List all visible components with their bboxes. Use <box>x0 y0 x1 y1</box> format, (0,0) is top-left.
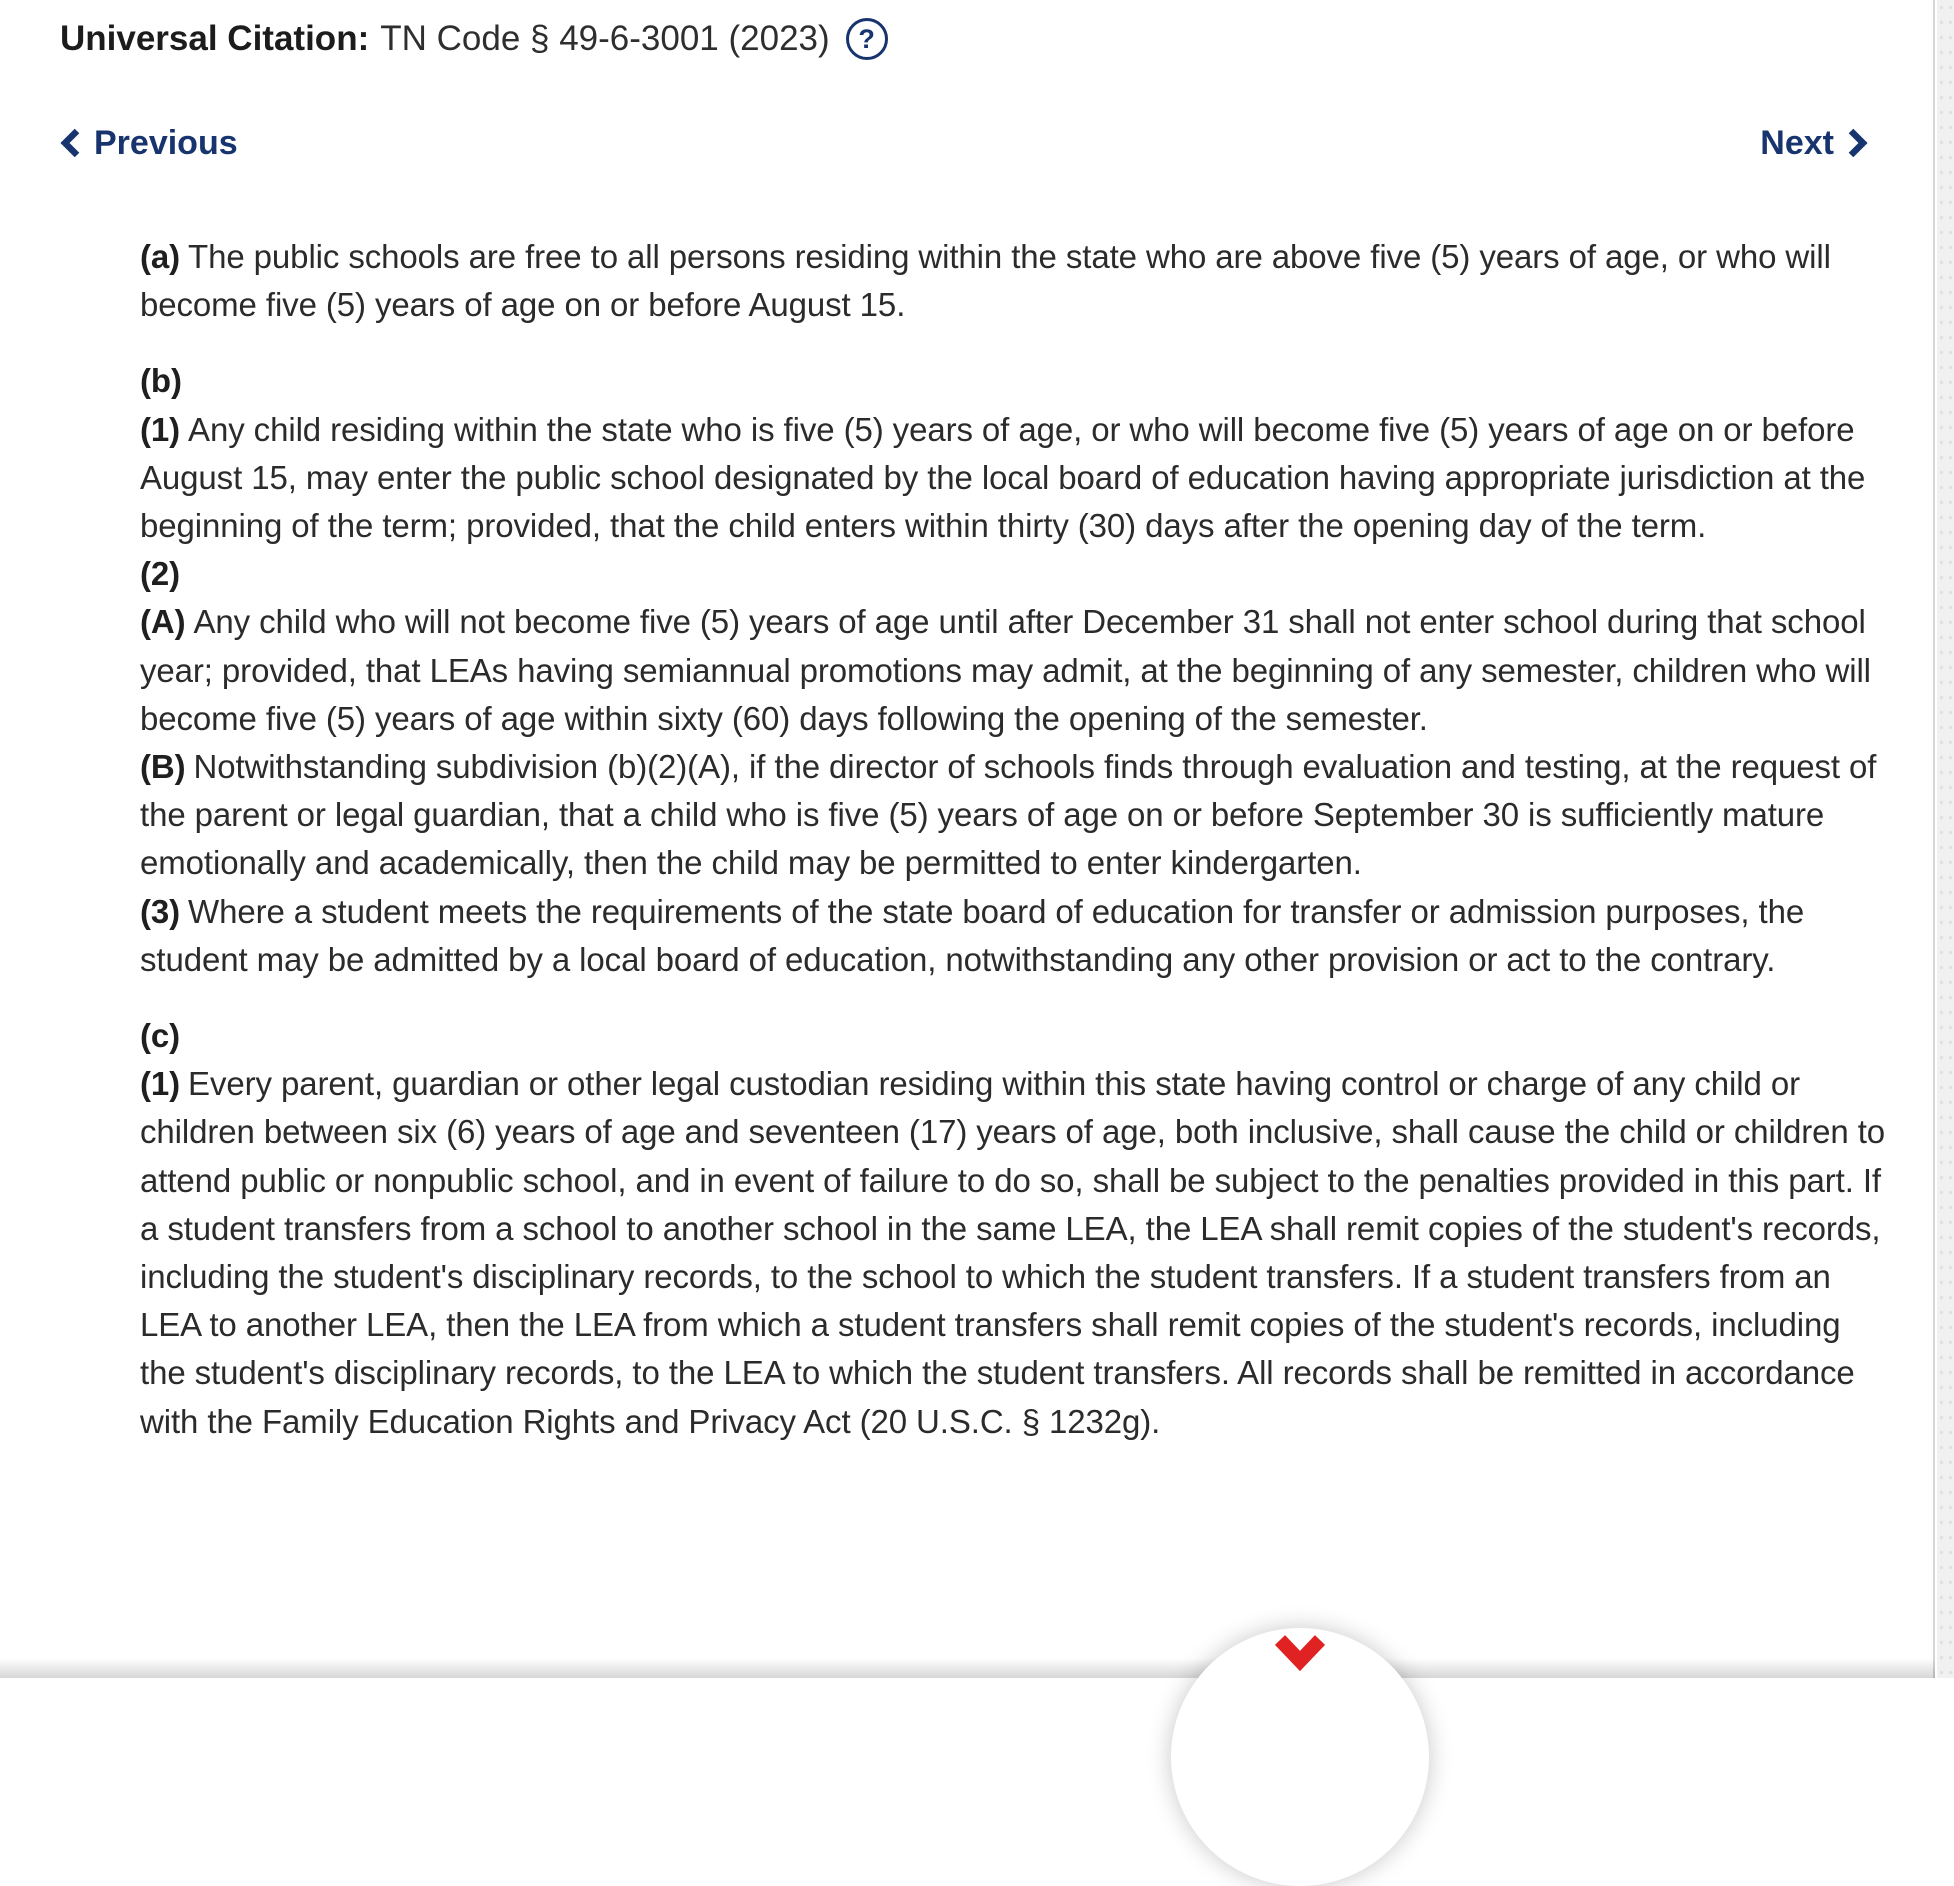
pagination-nav <box>0 123 1933 163</box>
citation-value: TN Code § 49-6-3001 (2023) <box>380 19 830 58</box>
statute-paragraph-b2B <box>140 743 1888 888</box>
paragraph-text: Any child who will not become five (5) years of age until after December 31 shall not enter school during that school year; provided, that LEAs having semiannual promotions may admit, at the beginning of any semester, children who will become five (5) years of age within sixty (60) days following the opening of the semester. <box>140 603 1871 737</box>
statute-paragraph-c1 <box>140 1060 1888 1446</box>
next-link[interactable] <box>1760 123 1868 163</box>
paragraph-text: Notwithstanding subdivision (b)(2)(A), if the director of schools finds through evaluation and testing, at the request of the parent or legal guardian, that a child who is five (5) years of age on or before September 30 is sufficiently mature emotionally and academically, then the child may be permitted to enter kindergarten. <box>140 748 1877 882</box>
chevron-down-icon <box>1271 1629 1329 1678</box>
page-edge-background <box>1937 0 1954 1678</box>
help-icon[interactable] <box>846 18 888 60</box>
statute-paragraph-a <box>140 233 1888 329</box>
paragraph-text: Every parent, guardian or other legal custodian residing within this state having control or charge of any child or children between six (6) years of age and seventeen (17) years of age, both inclusive, shall cause the child or children to attend public or nonpublic school, and in event of failure to do so, shall be subject to the penalties provided in this part. If a student transfers from a school to another school in the same LEA, the LEA shall remit copies of the student's records, including the student's disciplinary records, to the school to which the student transfers. If a student transfers from an LEA to another LEA, then the LEA from which a student transfers shall remit copies of the student's records, including the student's disciplinary records, to the LEA to which the student transfers. All records shall be remitted in accordance with the Family Education Rights and Privacy Act (20 U.S.C. § 1232g). <box>140 1065 1886 1440</box>
paragraph-text: Where a student meets the requirements of the state board of education for transfer or admission purposes, the student may be admitted by a local board of education, notwithstanding any other provision or act to the contrary. <box>140 892 1805 978</box>
paragraph-label: (B) <box>140 748 186 786</box>
paragraph-label: (a) <box>140 238 181 275</box>
statute-paragraph-b1 <box>140 406 1888 551</box>
paragraph-label: (1) <box>140 410 181 448</box>
statute-paragraph-b <box>140 357 1888 405</box>
statute-paragraph-b3 <box>140 888 1888 984</box>
paragraph-text: Any child residing within the state who is five (5) years of age, or who will become five (5) years of age on or before August 15, may enter the public school designated by the local board of education having appropriate jurisdiction at the beginning of the term; provided, that the child enters within thirty (30) days after the opening day of the term. <box>140 410 1866 545</box>
statute-paragraph-b2 <box>140 550 1888 598</box>
paragraph-label: (2) <box>140 555 181 593</box>
previous-link-label: Previous <box>94 124 238 162</box>
statute-paragraph-b2A <box>140 598 1888 743</box>
universal-citation <box>0 0 1933 63</box>
chevron-left-icon <box>60 127 81 159</box>
bottom-shadow <box>0 1658 1935 1678</box>
scroll-down-button[interactable] <box>1171 1628 1429 1886</box>
statute-paragraph-c <box>140 1012 1888 1060</box>
paragraph-label: (b) <box>140 362 182 400</box>
citation-label: Universal Citation: <box>60 19 370 58</box>
paragraph-text: The public schools are free to all persons residing within the state who are above five (5) years of age, or who will become five (5) years of age on or before August 15. <box>140 238 1831 324</box>
next-link-label: Next <box>1760 124 1834 162</box>
chevron-right-icon <box>1847 127 1868 159</box>
question-mark-glyph: ? <box>858 24 875 54</box>
paragraph-label: (A) <box>140 603 186 641</box>
previous-link[interactable] <box>60 123 238 163</box>
paragraph-label: (3) <box>140 892 181 930</box>
paragraph-label: (c) <box>140 1017 181 1055</box>
paragraph-label: (1) <box>140 1065 181 1103</box>
statute-body <box>0 233 1933 1446</box>
